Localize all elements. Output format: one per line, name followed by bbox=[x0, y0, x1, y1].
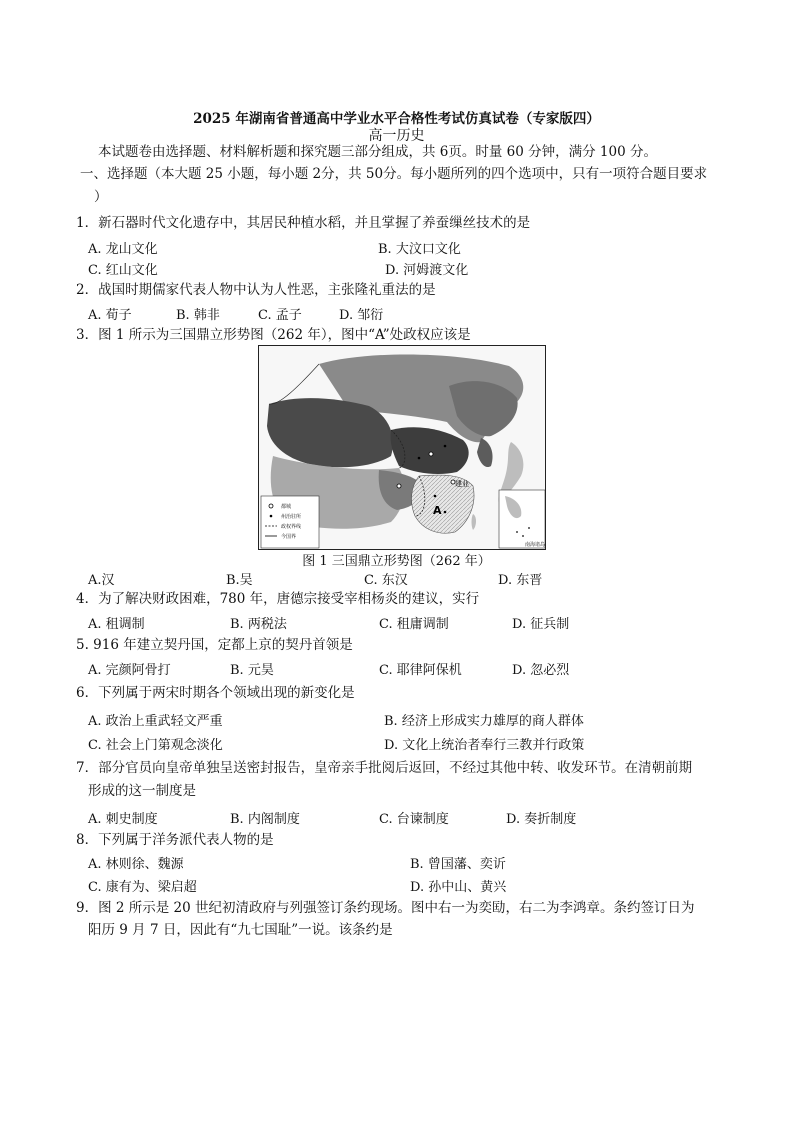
question-7-option-d[interactable]: D. 奏折制度 bbox=[506, 812, 577, 827]
question-9-stem-cont: 阳历 9 月 7 日，因此有“九七国耻”一说。该条约是 bbox=[88, 922, 393, 938]
question-1-option-b[interactable]: B. 大汶口文化 bbox=[378, 242, 461, 257]
question-2-option-a[interactable]: A. 荀子 bbox=[88, 308, 132, 323]
question-7-stem: 7．部分官员向皇帝单独呈送密封报告，皇帝亲手批阅后返回，不经过其他中转、收发环节。在清朝前期 bbox=[76, 760, 693, 776]
legend-capital: 都城 bbox=[281, 504, 292, 510]
question-1-option-d[interactable]: D. 河姆渡文化 bbox=[385, 263, 469, 278]
question-1-option-a[interactable]: A. 龙山文化 bbox=[88, 242, 158, 257]
question-8-option-a[interactable]: A. 林则徐、魏源 bbox=[88, 857, 184, 872]
question-1-stem: 1．新石器时代文化遗存中，其居民种植水稻，并且掌握了养蚕缫丝技术的是 bbox=[76, 215, 531, 231]
question-4-option-d[interactable]: D. 征兵制 bbox=[512, 617, 570, 632]
legend-regime-border: 政权界线 bbox=[281, 524, 302, 530]
question-8-option-b[interactable]: B. 曾国藩、奕䜣 bbox=[410, 857, 506, 872]
map-image bbox=[259, 346, 546, 550]
label-jianye: 建业 bbox=[455, 480, 469, 488]
exam-instructions: 本试题卷由选择题、材料解析题和探究题三部分组成，共 6页。时量 60 分钟，满分 100 分。 bbox=[98, 144, 657, 160]
question-7-stem-cont: 形成的这一制度是 bbox=[88, 783, 196, 799]
question-7-option-c[interactable]: C. 台谏制度 bbox=[379, 812, 449, 827]
inset-label: 南海诸岛 bbox=[525, 542, 546, 548]
legend-modern-border: 今国界 bbox=[281, 534, 297, 540]
question-2-stem: 2．战国时期儒家代表人物中认为人性恶，主张隆礼重法的是 bbox=[76, 282, 436, 298]
question-8-option-d[interactable]: D. 孙中山、黄兴 bbox=[410, 880, 507, 895]
question-4-option-b[interactable]: B. 两税法 bbox=[230, 617, 287, 632]
question-6-option-d[interactable]: D. 文化上统治者奉行三教并行政策 bbox=[384, 738, 585, 753]
question-6-option-b[interactable]: B. 经济上形成实力雄厚的商人群体 bbox=[384, 714, 584, 729]
question-1-option-c[interactable]: C. 红山文化 bbox=[88, 263, 158, 278]
question-5-option-c[interactable]: C. 耶律阿保机 bbox=[379, 663, 462, 678]
question-9-stem: 9．图 2 所示是 20 世纪初清政府与列强签订条约现场。图中右一为奕劻，右二为李鸿章。条约签订日为 bbox=[76, 900, 695, 916]
question-6-option-a[interactable]: A. 政治上重武轻文严重 bbox=[88, 714, 223, 729]
legend-prefecture: 州治驻所 bbox=[281, 514, 302, 520]
question-2-option-c[interactable]: C. 孟子 bbox=[258, 308, 302, 323]
question-4-stem: 4．为了解决财政困难，780 年，唐德宗接受宰相杨炎的建议，实行 bbox=[76, 591, 480, 607]
section-heading-close: ） bbox=[94, 189, 108, 205]
question-3-option-c[interactable]: C. 东汉 bbox=[364, 573, 408, 588]
subject-label: 高一历史 bbox=[368, 128, 425, 144]
question-5-stem: 5. 916 年建立契丹国，定都上京的契丹首领是 bbox=[76, 637, 353, 653]
question-8-option-c[interactable]: C. 康有为、梁启超 bbox=[88, 880, 197, 895]
question-7-option-a[interactable]: A. 刺史制度 bbox=[88, 812, 158, 827]
exam-title: 2025 年湖南省普通高中学业水平合格性考试仿真试卷（专家版四） bbox=[193, 111, 600, 127]
three-kingdoms-map bbox=[258, 345, 546, 550]
section-heading: 一、选择题（本大题 25 小题，每小题 2分，共 50分。每小题所列的四个选项中，只有一项符合题目要求 bbox=[80, 166, 708, 182]
question-2-option-b[interactable]: B. 韩非 bbox=[176, 308, 220, 323]
question-5-option-d[interactable]: D. 忽必烈 bbox=[512, 663, 570, 678]
question-3-option-d[interactable]: D. 东晋 bbox=[498, 573, 543, 588]
question-3-option-a[interactable]: A.汉 bbox=[88, 573, 115, 588]
figure-1-caption: 图 1 三国鼎立形势图（262 年） bbox=[302, 554, 491, 569]
question-4-option-c[interactable]: C. 租庸调制 bbox=[379, 617, 449, 632]
question-5-option-a[interactable]: A. 完颜阿骨打 bbox=[88, 663, 171, 678]
question-8-stem: 8．下列属于洋务派代表人物的是 bbox=[76, 832, 274, 848]
question-3-stem: 3．图 1 所示为三国鼎立形势图（262 年），图中“A”处政权应该是 bbox=[76, 327, 471, 343]
question-5-option-b[interactable]: B. 元昊 bbox=[230, 663, 274, 678]
question-2-option-d[interactable]: D. 邹衍 bbox=[339, 308, 384, 323]
question-3-option-b[interactable]: B.吴 bbox=[226, 573, 253, 588]
question-6-option-c[interactable]: C. 社会上门第观念淡化 bbox=[88, 738, 223, 753]
marker-a: A bbox=[433, 504, 442, 517]
question-4-option-a[interactable]: A. 租调制 bbox=[88, 617, 145, 632]
question-6-stem: 6．下列属于两宋时期各个领域出现的新变化是 bbox=[76, 685, 355, 701]
question-7-option-b[interactable]: B. 内阁制度 bbox=[230, 812, 300, 827]
